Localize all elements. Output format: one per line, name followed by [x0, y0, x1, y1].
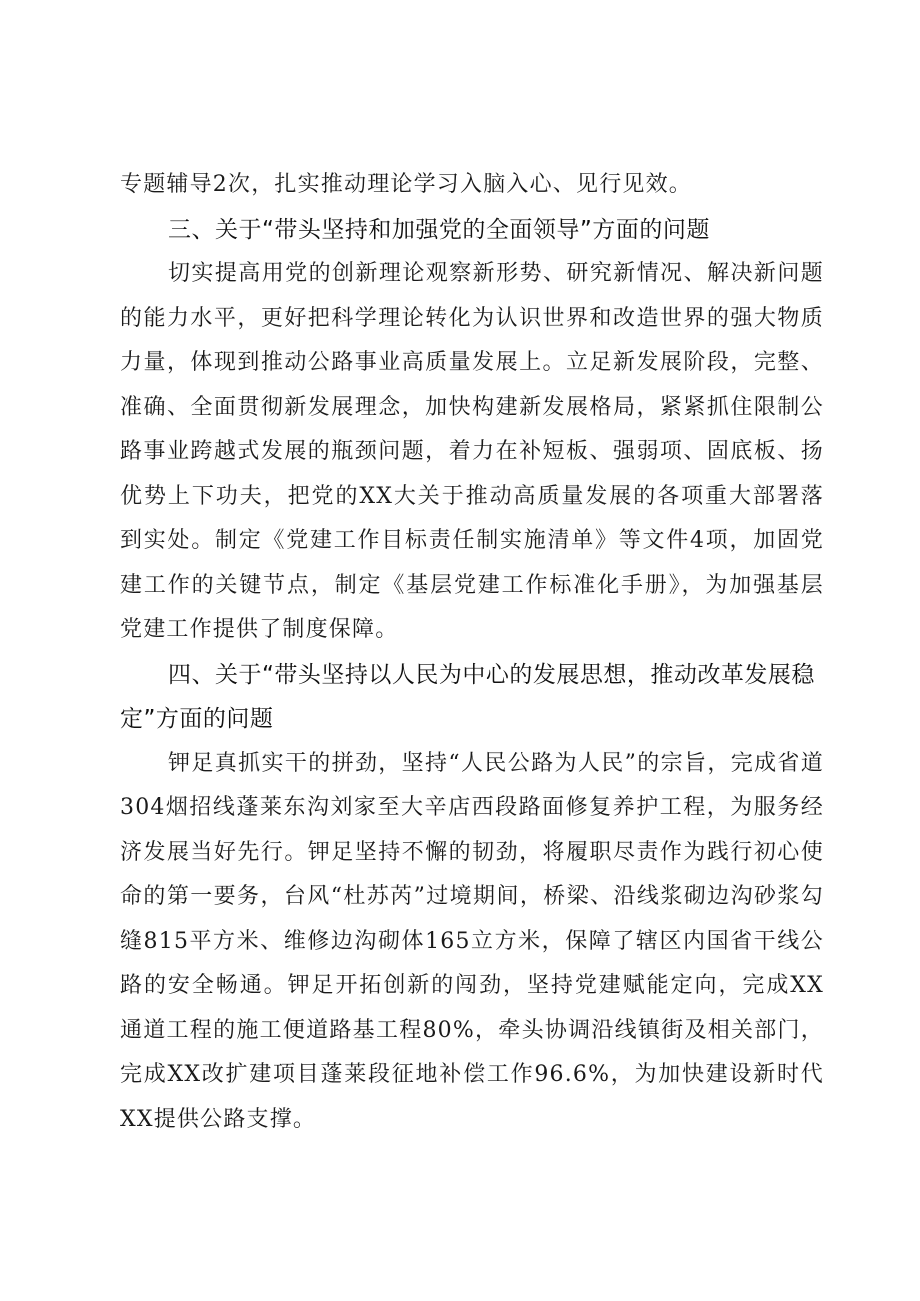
document-body [120, 163, 824, 1142]
paragraph-continuation: 专题辅导2次，扎实推动理论学习入脑入心、见行见效。 [120, 172, 692, 197]
section-heading-4: 四、关于“带头坚持以人民为中心的发展思想，推动改革发展稳定”方面的问题 [120, 661, 815, 732]
section-heading-3: 三、关于“带头坚持和加强党的全面领导”方面的问题 [168, 216, 710, 243]
paragraph-section-4: 钾足真抓实干的拼劲，坚持“人民公路为人民”的宗旨，完成省道304烟招线蓬莱东沟刘家至大辛店西段路面修复养护工程，为服务经济发展当好先行。钾足坚持不懈的韧劲，将履职尽责作为践行初心使命的第一要务，台风“杜苏芮”过境期间，桥梁、沿线浆砌边沟砂浆勾缝815平方米、维修边沟砌体165立方米，保障了辖区内国省干线公路的安全畅通。钾足开拓创新的闯劲，坚持党建赋能定向，完成XX通道工程的施工便道路基工程80%，牵头协调沿线镇街及相关部门，完成XX改扩建项目蓬莱段征地补偿工作96.6%，为加快建设新时代XX提供公路支撑。 [120, 750, 824, 1132]
paragraph-section-3: 切实提高用党的创新理论观察新形势、研究新情况、解决新问题的能力水平，更好把科学理论转化为认识世界和改造世界的强大物质力量，体现到推动公路事业高质量发展上。立足新发展阶段，完整、准确、全面贯彻新发展理念，加快构建新发展格局，紧紧抓住限制公路事业跨越式发展的瓶颈问题，着力在补短板、强弱项、固底板、扬优势上下功夫，把党的XX大关于推动高质量发展的各项重大部署落到实处。制定《党建工作目标责任制实施清单》等文件4项，加固党建工作的关键节点，制定《基层党建工作标准化手册》，为加强基层党建工作提供了制度保障。 [120, 261, 824, 642]
